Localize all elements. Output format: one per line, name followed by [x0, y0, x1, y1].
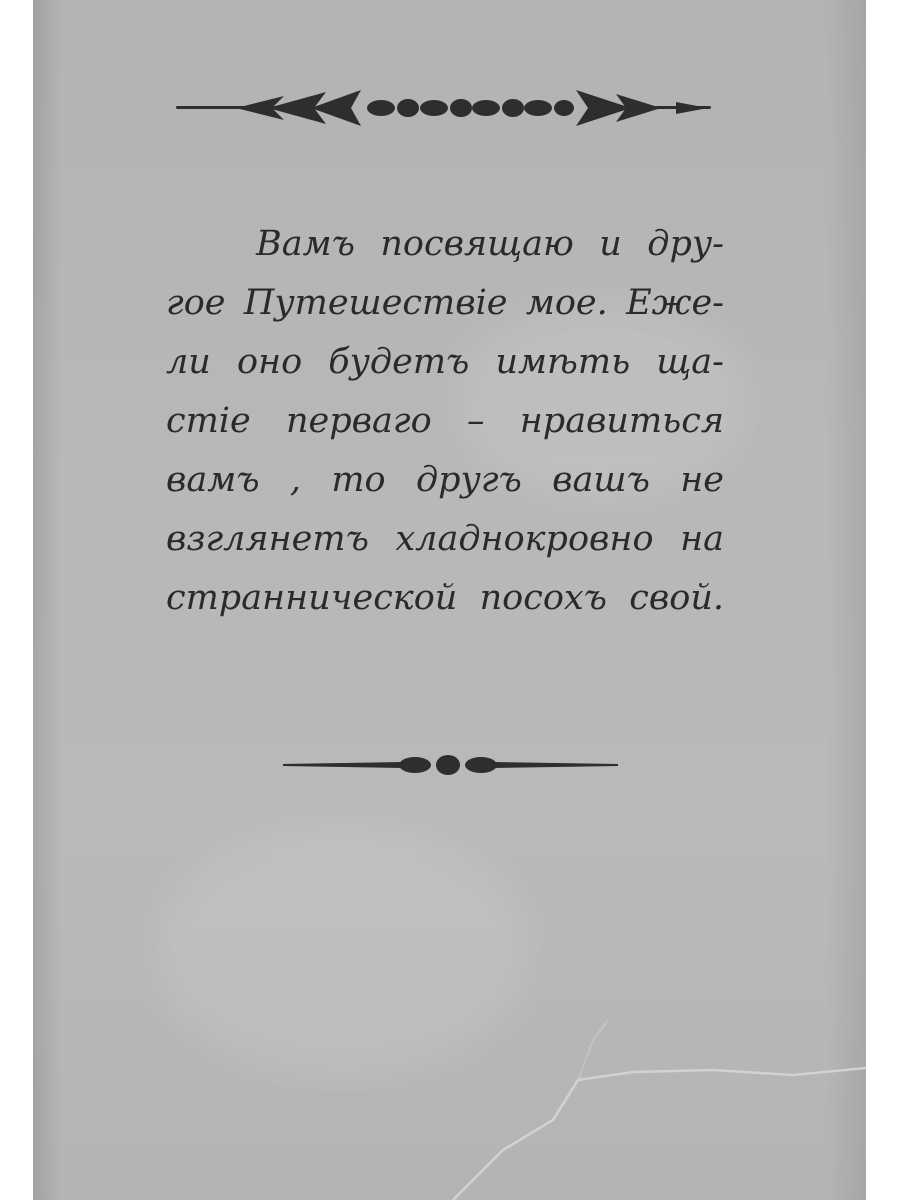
dedication-text [166, 215, 724, 628]
headpiece-ornament [176, 86, 711, 130]
right-edge-shadow [826, 0, 866, 1200]
tailpiece-ornament [283, 750, 618, 780]
text-line: страннической посохъ свой. [166, 578, 724, 618]
text-line: взглянетъ хладнокровно на [166, 519, 724, 559]
text-line: Вамъ посвящаю и дру- [256, 224, 724, 264]
book-page [33, 0, 866, 1200]
text-line: вамъ , то другъ вашъ не [166, 460, 724, 500]
paper-stain [153, 820, 533, 1080]
text-line: ли оно будетъ имѣть ща- [166, 342, 724, 382]
text-line: гое Путешествіе мое. Еже- [166, 283, 724, 323]
left-edge-shadow [33, 0, 61, 1200]
text-line: стіе перваго – нравиться [166, 401, 724, 441]
